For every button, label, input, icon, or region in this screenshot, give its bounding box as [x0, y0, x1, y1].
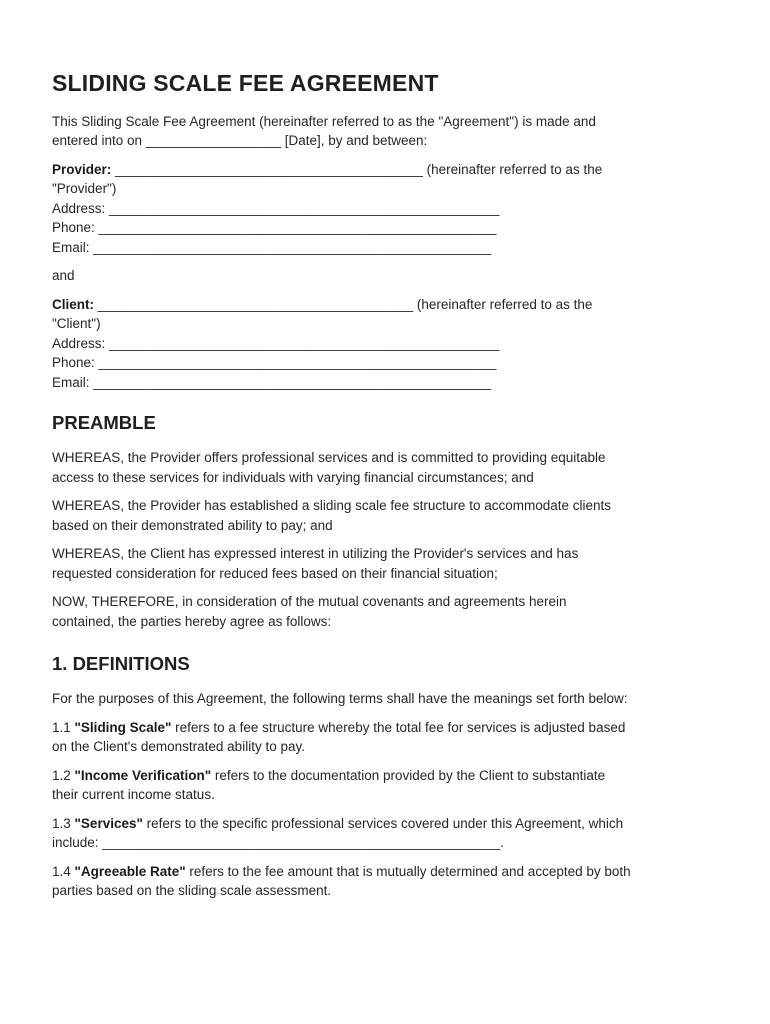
- definition-line: [52, 766, 720, 786]
- preamble-line: requested consideration for reduced fees based on their financial situation;: [52, 565, 498, 581]
- document-title: SLIDING SCALE FEE AGREEMENT: [52, 70, 439, 96]
- definition-text: refers to the documentation provided by the Client to substantiate: [211, 767, 606, 783]
- definition-item: [52, 766, 720, 805]
- preamble-line: WHEREAS, the Provider offers professional services and is committed to providing equitable: [52, 450, 606, 466]
- definition-item: [52, 718, 720, 757]
- definition-line: parties based on the sliding scale assessment.: [52, 883, 332, 899]
- definition-line: [52, 814, 720, 834]
- preamble-line: access to these services for individuals with varying financial circumstances; and: [52, 469, 534, 485]
- intro-line: entered into on __________________ [Date], by and between:: [52, 133, 428, 149]
- provider-phone-field: Phone: _____________________________________________________: [52, 220, 497, 236]
- definition-line: [52, 718, 720, 738]
- preamble-paragraph: [52, 448, 720, 487]
- provider-block: [52, 160, 720, 258]
- definition-line: [52, 862, 720, 882]
- client-name-line: [52, 295, 720, 315]
- definition-text: refers to a fee structure whereby the total fee for services is adjusted based: [171, 719, 626, 735]
- definition-line: their current income status.: [52, 787, 215, 803]
- provider-address-field: Address: ____________________________________________________: [52, 200, 500, 216]
- definition-number: 1.1: [52, 719, 75, 735]
- definition-number: 1.3: [52, 815, 75, 831]
- definitions-intro: [52, 689, 720, 709]
- intro-paragraph: [52, 112, 720, 151]
- definition-number: 1.4: [52, 863, 75, 879]
- provider-email-field: Email: _____________________________________________________: [52, 239, 492, 255]
- client-address-field: Address: ____________________________________________________: [52, 335, 500, 351]
- client-label: Client:: [52, 296, 94, 312]
- client-phone-field: Phone: _____________________________________________________: [52, 355, 497, 371]
- client-alias: "Client"): [52, 316, 101, 332]
- definition-number: 1.2: [52, 767, 75, 783]
- definitions-heading: 1. DEFINITIONS: [52, 653, 190, 675]
- definition-text: refers to the specific professional services covered under this Agreement, which: [142, 815, 624, 831]
- and-text: and: [52, 268, 75, 284]
- preamble-heading: PREAMBLE: [52, 412, 156, 434]
- preamble-line: WHEREAS, the Provider has established a sliding scale fee structure to accommodate clients: [52, 498, 612, 514]
- preamble-line: NOW, THEREFORE, in consideration of the mutual covenants and agreements herein: [52, 594, 567, 610]
- preamble-line: based on their demonstrated ability to pay; and: [52, 517, 333, 533]
- definition-term: "Agreeable Rate": [74, 863, 186, 879]
- client-block: [52, 295, 720, 393]
- definition-line: on the Client's demonstrated ability to pay.: [52, 739, 305, 755]
- intro-line: This Sliding Scale Fee Agreement (hereinafter referred to as the "Agreement") is made and: [52, 113, 596, 129]
- definitions-intro-line: For the purposes of this Agreement, the following terms shall have the meanings set forth below:: [52, 691, 628, 707]
- and-connector: [52, 266, 720, 286]
- client-name-field: __________________________________________ (hereinafter referred to as the: [94, 296, 593, 312]
- preamble-line: WHEREAS, the Client has expressed interest in utilizing the Provider's services and has: [52, 546, 579, 562]
- provider-name-field: _________________________________________ (hereinafter referred to as the: [111, 161, 603, 177]
- definition-item: [52, 814, 720, 853]
- definition-term: "Services": [74, 815, 143, 831]
- preamble-paragraph: [52, 544, 720, 583]
- provider-name-line: [52, 160, 720, 180]
- definition-text: refers to the fee amount that is mutually determined and accepted by both: [185, 863, 631, 879]
- provider-label: Provider:: [52, 161, 112, 177]
- preamble-paragraph: [52, 592, 720, 631]
- provider-alias: "Provider"): [52, 181, 117, 197]
- preamble-paragraph: [52, 496, 720, 535]
- definition-item: [52, 862, 720, 901]
- definition-term: "Sliding Scale": [74, 719, 172, 735]
- preamble-line: contained, the parties hereby agree as follows:: [52, 613, 332, 629]
- client-email-field: Email: _____________________________________________________: [52, 374, 492, 390]
- definition-line: include: _____________________________________________________.: [52, 835, 504, 851]
- definition-term: "Income Verification": [74, 767, 212, 783]
